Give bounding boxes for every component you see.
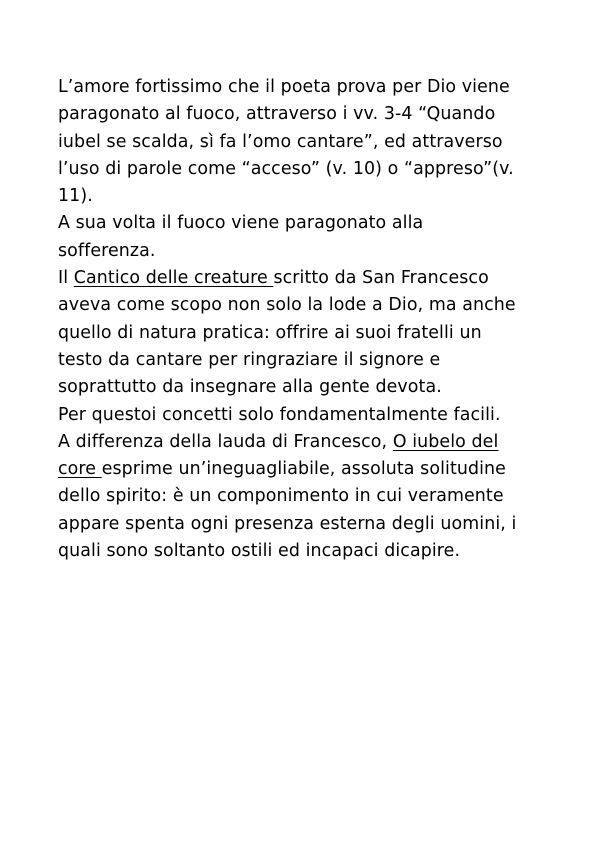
text-line xyxy=(58,347,548,374)
text-line xyxy=(58,402,548,429)
text-segment: sofferenza. xyxy=(58,240,156,261)
text-line xyxy=(58,292,548,319)
text-segment: testo da cantare per ringraziare il signore e xyxy=(58,349,441,370)
document-text xyxy=(58,74,548,565)
text-line xyxy=(58,511,548,538)
text-segment: Per questoi concetti solo fondamentalmente facili. xyxy=(58,404,501,425)
text-segment: aveva come scopo non solo la lode a Dio, ma anche xyxy=(58,295,516,316)
text-line xyxy=(58,156,548,183)
text-segment: paragonato al fuoco, attraverso i vv. 3-4 “Quando xyxy=(58,104,496,125)
text-line xyxy=(58,456,548,483)
text-segment: appare spenta ogni presenza esterna degli uomini, i xyxy=(58,513,517,534)
text-line xyxy=(58,183,548,210)
text-segment: l’uso di parole come “acceso” (v. 10) o “appreso”(v. xyxy=(58,158,514,179)
underlined-title: Cantico delle creature xyxy=(73,268,274,289)
text-line xyxy=(58,129,548,156)
text-line xyxy=(58,74,548,101)
text-segment: dello spirito: è un componimento in cui veramente xyxy=(58,486,504,507)
text-segment: scritto da San Francesco xyxy=(273,268,489,289)
text-line xyxy=(58,101,548,128)
text-line xyxy=(58,538,548,565)
text-segment: quello di natura pratica: offrire ai suoi fratelli un xyxy=(58,322,482,343)
text-segment: A differenza della lauda di Francesco, xyxy=(58,431,393,452)
text-line xyxy=(58,210,548,237)
text-segment: quali sono soltanto ostili ed incapaci dicapire. xyxy=(58,541,461,562)
underlined-title: O iubelo del xyxy=(392,431,499,452)
text-line xyxy=(58,374,548,401)
text-segment: soprattutto da insegnare alla gente devota. xyxy=(58,377,442,398)
underlined-title: core xyxy=(58,459,102,480)
text-line xyxy=(58,238,548,265)
text-segment: 11). xyxy=(58,186,93,207)
text-segment: iubel se scalda, sì fa l’omo cantare”, ed attraverso xyxy=(58,131,503,152)
text-line xyxy=(58,483,548,510)
text-line xyxy=(58,265,548,292)
text-line xyxy=(58,429,548,456)
text-line xyxy=(58,320,548,347)
text-segment: A sua volta il fuoco viene paragonato alla xyxy=(58,213,424,234)
text-segment: Il xyxy=(58,268,74,289)
text-segment: L’amore fortissimo che il poeta prova per Dio viene xyxy=(58,77,510,97)
text-segment: esprime un’ineguagliabile, assoluta solitudine xyxy=(101,459,506,480)
